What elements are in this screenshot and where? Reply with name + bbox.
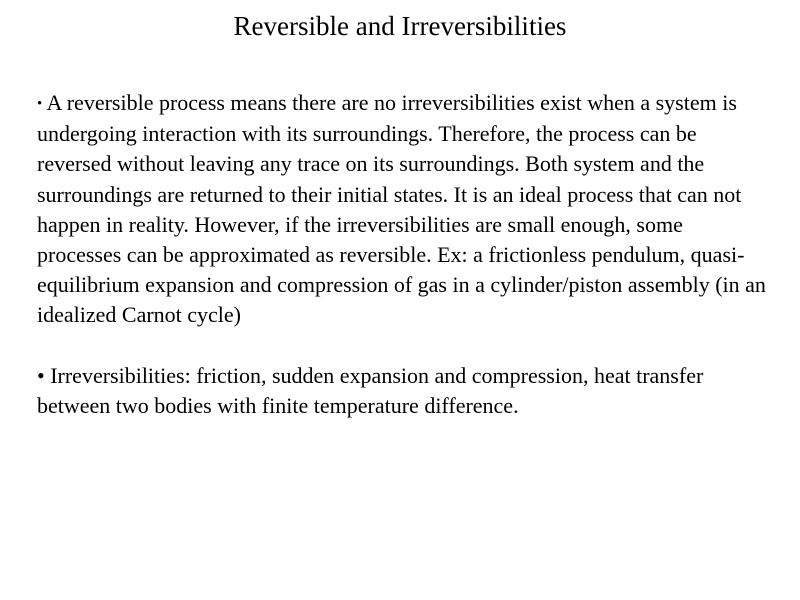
- slide-title: Reversible and Irreversibilities: [233, 11, 567, 41]
- bullet-text-reversible: A reversible process means there are no irreversibilities exist when a system is undergoing interaction with its surroundings. Therefore, the process can be reversed without leaving any trace on its surroundings. Both system and the surroundings are returned to their initial states. It is an ideal process that can not happen in reality. However, if the irreversibilities are small enough, some processes can be approximated as reversible. Ex: a frictionless pendulum, quasi-equilibrium expansion and compression of gas in a cylinder/piston assembly (in an idealized Carnot cycle): [37, 90, 766, 328]
- bullet-text-irreversibilities: Irreversibilities: friction, sudden expansion and compression, heat transfer between two bodies with finite temperature difference.: [37, 362, 704, 418]
- bullet-paragraph-irreversibilities: [37, 361, 772, 421]
- bullet-icon: •: [37, 362, 45, 388]
- slide-body: [37, 88, 772, 421]
- bullet-icon: •: [37, 96, 43, 112]
- bullet-paragraph-reversible: [37, 88, 772, 331]
